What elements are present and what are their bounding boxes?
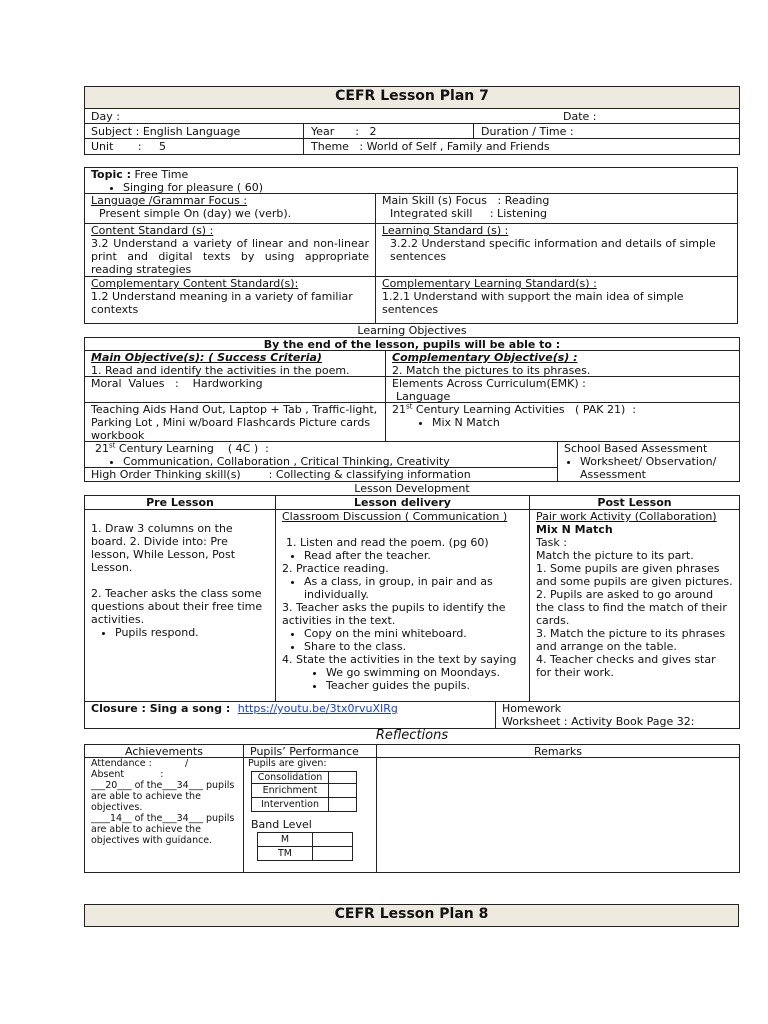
standards-table — [84, 167, 738, 324]
learning-standard-value: 3.2.2 Understand specific information and details of simple sentences — [390, 237, 716, 263]
comp-learning-standard-value: 1.2.1 Understand with support the main idea of simple sentences — [382, 290, 684, 316]
band-table — [257, 832, 353, 861]
closure-cell — [85, 702, 495, 715]
closure-label: Closure : Sing a song : — [91, 702, 231, 715]
emk-cell — [386, 377, 739, 403]
lesson-plan-8-title-text: CEFR Lesson Plan 8 — [334, 906, 489, 922]
date-field: Date : — [563, 110, 597, 123]
post-lesson-head: Post Lesson — [597, 496, 672, 509]
objectives-intro: By the end of the lesson, pupils will be able to : — [263, 338, 561, 351]
teaching-aids: Teaching Aids Hand Out, Laptop + Tab , Traffic-light, Parking Lot , Mini w/board Flashcards Picture cards workbook — [91, 403, 378, 442]
lesson-development-heading: Lesson Development — [354, 482, 470, 495]
main-skill-cell — [376, 194, 737, 220]
band-tm-label: TM — [258, 847, 313, 861]
4c-suffix: st — [109, 441, 116, 450]
delivery-step-3: 3. Teacher asks the pupils to identify the activities in the text. — [282, 601, 506, 627]
topic-value: Free Time — [134, 168, 189, 181]
learning-standard-cell — [376, 224, 737, 263]
learning-objectives-heading: Learning Objectives — [357, 324, 467, 337]
unit-field: Unit : 5 — [91, 140, 167, 153]
delivery-step-4: 4. State the activities in the text by saying — [282, 653, 517, 666]
consolidation-count[interactable] — [329, 772, 357, 784]
main-skill-value: : Reading — [497, 194, 550, 207]
post-title: Pair work Activity (Collaboration) — [536, 510, 717, 523]
band-m-label: M — [258, 833, 313, 847]
pupils-given-label: Pupils are given: — [248, 758, 327, 769]
delivery-bullet-3b: • Share to the class. — [304, 640, 523, 653]
language-focus-cell — [85, 194, 375, 220]
4c-cell — [85, 442, 557, 468]
post-line-1: Task : — [536, 536, 567, 549]
language-focus-label: Language /Grammar Focus : — [91, 194, 248, 207]
post-line-3: 1. Some pupils are given phrases and some pupils are given pictures. — [536, 562, 733, 588]
pak21-label: Century Learning Activities ( PAK 21) : — [412, 403, 636, 416]
delivery-bullet-4a: • We go swimming on Moondays. — [326, 666, 523, 679]
topic-label: Topic : — [91, 168, 131, 181]
main-objective-label: Main Objective(s): ( Success Criteria) — [91, 351, 322, 364]
topic-bullet: • Singing for pleasure ( 60) — [123, 181, 731, 194]
lesson-delivery-head: Lesson delivery — [354, 496, 451, 509]
delivery-title: Classroom Discussion ( Communication ) — [282, 510, 508, 523]
topic-cell — [85, 168, 737, 194]
absent-line: Absent : — [91, 769, 164, 780]
consolidation-label: Consolidation — [252, 772, 329, 784]
achieve-line-2: ____14__ of the___34___ pupils are able to achieve the objectives with guidance. — [91, 813, 235, 846]
post-line-4: 2. Pupils are asked to go around the class to find the match of their cards. — [536, 588, 727, 627]
achievements-cell — [85, 758, 243, 846]
year-field: Year : 2 — [311, 125, 377, 138]
learning-standard-label: Learning Standard (s) : — [382, 224, 509, 237]
post-subtitle: Mix N Match — [536, 523, 613, 536]
reflections-table — [84, 744, 740, 873]
pak21-suffix: st — [406, 402, 413, 411]
duration-field: Duration / Time : — [481, 125, 574, 138]
4c-item: • Communication, Collaboration , Critical Thinking, Creativity — [123, 455, 551, 468]
content-standard-value: 3.2 Understand a variety of linear and non-linear print and digital texts by using appropriate reading strategies — [91, 237, 369, 276]
lesson-development-table — [84, 495, 740, 729]
main-objective-value: 1. Read and identify the activities in the poem. — [91, 364, 350, 377]
band-level-label: Band Level — [251, 818, 312, 831]
4c-century: 21 — [95, 442, 109, 455]
integrated-skill-value: : Listening — [489, 207, 548, 220]
emk-value: Language — [396, 390, 451, 403]
attendance-line: Attendance : / — [91, 758, 189, 769]
post-line-6: 4. Teacher checks and gives star for their work. — [536, 653, 716, 679]
pre-lesson-cell — [85, 522, 275, 639]
comp-content-standard-label: Complementary Content Standard(s): — [91, 277, 299, 290]
comp-content-standard-value: 1.2 Understand meaning in a variety of familiar contexts — [91, 290, 353, 316]
pak21-cell — [386, 403, 739, 429]
performance-cell — [244, 758, 376, 769]
lesson-plan-8-title — [84, 904, 739, 927]
sba-item: • Worksheet/ Observation/ Assessment — [580, 455, 733, 481]
subject-field: Subject : English Language — [91, 125, 241, 138]
band-tm-count[interactable] — [313, 847, 353, 861]
comp-objective-label: Complementary Objective(s) : — [392, 351, 578, 364]
comp-content-standard-cell — [85, 277, 375, 316]
delivery-step-2: 2. Practice reading. — [282, 562, 389, 575]
reflections-heading: Reflections — [375, 728, 449, 743]
comp-learning-standard-cell — [376, 277, 737, 316]
lesson-delivery-cell — [276, 510, 529, 692]
post-line-2: Match the picture to its part. — [536, 549, 694, 562]
integrated-skill-label: Integrated skill — [390, 207, 473, 220]
comp-objective-cell — [386, 351, 739, 377]
pre-lesson-head: Pre Lesson — [146, 496, 214, 509]
band-m-count[interactable] — [313, 833, 353, 847]
main-skill-label: Main Skill (s) Focus — [382, 194, 487, 207]
post-lesson-cell — [530, 510, 739, 679]
enrichment-count[interactable] — [329, 784, 357, 798]
delivery-bullet-3a: • Copy on the mini whiteboard. — [304, 627, 523, 640]
comp-learning-standard-label: Complementary Learning Standard(s) : — [382, 277, 597, 290]
4c-label: Century Learning ( 4C ) : — [115, 442, 269, 455]
lesson-info-table — [84, 108, 740, 155]
closure-link[interactable]: https://youtu.be/3tx0rvuXIRg — [237, 702, 398, 715]
theme-field: Theme : World of Self , Family and Friends — [311, 140, 550, 153]
content-standard-cell — [85, 224, 375, 276]
day-field: Day : — [91, 110, 120, 123]
enrichment-label: Enrichment — [252, 784, 329, 798]
performance-head: Pupils’ Performance — [250, 745, 359, 758]
homework-label: Homework — [502, 702, 562, 715]
main-objective-cell — [85, 351, 385, 377]
pak21-item: • Mix N Match — [432, 416, 733, 429]
lesson-plan-7-title-text: CEFR Lesson Plan 7 — [335, 88, 489, 104]
achieve-line-1: ___20___ of the___34___ pupils are able to achieve the objectives. — [91, 780, 235, 813]
remarks-head: Remarks — [534, 745, 582, 758]
language-focus-value: Present simple On (day) we (verb). — [99, 207, 292, 220]
lesson-plan-7-title — [84, 86, 740, 109]
comp-objective-value: 2. Match the pictures to its phrases. — [392, 364, 591, 377]
pre-step-1: 1. Draw 3 columns on the board. 2. Divide into: Pre lesson, While Lesson, Post Lesson. — [91, 522, 236, 574]
hots: High Order Thinking skill(s) : Collecting & classifying information — [91, 468, 471, 481]
delivery-bullet-1: • Read after the teacher. — [304, 549, 523, 562]
pre-bullet: • Pupils respond. — [115, 626, 269, 639]
pak21-century: 21 — [392, 403, 406, 416]
pre-step-2: 2. Teacher asks the class some questions about their free time activities. — [91, 587, 263, 626]
objectives-table — [84, 337, 740, 482]
intervention-label: Intervention — [252, 798, 329, 812]
moral-values: Moral Values : Hardworking — [91, 377, 263, 390]
homework-value: Worksheet : Activity Book Page 32: — [502, 715, 695, 728]
delivery-step-1: 1. Listen and read the poem. (pg 60) — [286, 536, 489, 549]
post-line-5: 3. Match the picture to its phrases and arrange on the table. — [536, 627, 726, 653]
content-standard-label: Content Standard (s) : — [91, 224, 214, 237]
delivery-bullet-4b: • Teacher guides the pupils. — [326, 679, 523, 692]
intervention-count[interactable] — [329, 798, 357, 812]
achievements-head: Achievements — [125, 745, 203, 758]
delivery-bullet-2: • As a class, in group, in pair and as individually. — [304, 575, 523, 601]
sba-cell — [558, 442, 739, 481]
group-table — [251, 771, 357, 812]
emk-label: Elements Across Curriculum(EMK) : — [392, 377, 586, 390]
sba-label: School Based Assessment — [564, 442, 708, 455]
homework-cell — [496, 702, 739, 728]
